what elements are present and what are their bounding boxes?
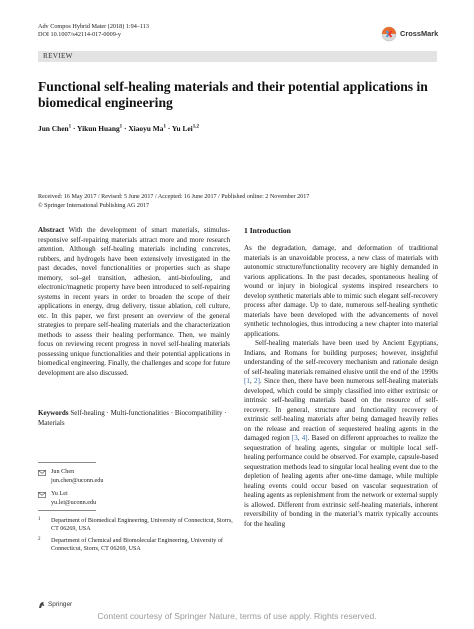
journal-citation: Adv Compos Hybrid Mater (2018) 1:94–113 (38, 23, 149, 30)
contact-name: Jun Chen (51, 468, 75, 475)
contact-email[interactable]: yu.lei@uconn.edu (51, 498, 97, 506)
text-run: . Since then, there have been numerous self-healing materials developed, which could be simply classified into either extrinsic or intrinsic self-healing materials based on the resource of self-recovery. In general, structure and functionality recovery of extrinsic self-healing materials after being damaged heavily relies on the release and reaction of sequestered healing agents in the damaged region (244, 377, 438, 443)
author-separator: · (165, 124, 172, 133)
courtesy-notice: Content courtesy of Springer Nature, terms of use apply. Rights reserved. (97, 611, 377, 621)
envelope-icon (38, 470, 46, 476)
section-type-bar (38, 51, 437, 62)
affiliation-text: Department of Chemical and Biomolecular Engineering, University of Connecticut, Storrs, CT 06269, USA (51, 538, 223, 553)
citation-link[interactable]: 2] (254, 377, 260, 386)
crossmark-label[interactable]: CrossMark (400, 29, 439, 38)
dates-line: Received: 16 May 2017 / Revised: 5 June 2017 / Accepted: 16 June 2017 / Published online: 2 November 2017 (38, 194, 310, 200)
springer-horse-icon (38, 601, 46, 609)
paragraph: Self-healing materials have been used by Ancient Egyptians, Indians, and Romans for building purposes; however, insightful understanding of the self-recovery mechanism and rationale design of self-healing materials remained elusive until the end of the 1990s [1, 2]. Since then, there have been numerous self-healing materials developed, which could be simply classified into either extrinsic or intrinsic self-healing materials based on the resource of self-recovery. In general, structure and functionality recovery of extrinsic self-healing materials after being damaged heavily relies on the release and reaction of sequestered healing agents in the damaged region [3, 4]. Based on different approaches to realize the sequestration of healing agents, singular or multiple local self-healing performance could be observed. For example, capsule-based sequestration methods lead to singular local healing event due to the depletion of healing agents after one-time damage, while multiple healing events could occur based on vascular sequestration of healing agents as replenishment from the network or external supply is allowed. Different from extrinsic self-healing materials, inherent reversibility of bonding in the material’s matrix typically accounts for the healing (244, 339, 438, 528)
contact-email[interactable]: jun.chen@uconn.edu (51, 476, 104, 484)
footnote-divider (38, 462, 96, 463)
copyright-line: © Springer International Publishing AG 2017 (38, 202, 150, 209)
article-title: Functional self-healing materials and their potential applications in biomedical engineering (38, 79, 428, 111)
publication-history (38, 193, 309, 210)
abstract (38, 226, 230, 378)
contact-entry (51, 490, 96, 507)
footnote-divider (38, 510, 96, 511)
section-type-label: REVIEW (43, 52, 73, 60)
author-affiliation-marker: 1 (163, 124, 166, 130)
paragraph: As the degradation, damage, and deformation of traditional materials is an unavoidable process, a new class of materials with autonomic structure/functionality recovery are highly demanded in various applications. In the past decades, spontaneous healing of wound or injury in biological systems inspired researchers to develop synthetic materials able to mimic such elegant self-recovery process after damage. Up to date, numerous self-healing synthetic materials have been developed with the advancements of novel synthetic technologies, thus introducing a new chapter into material applications. (244, 244, 438, 338)
author-name[interactable]: Jun Chen (38, 124, 69, 133)
author-list (38, 124, 199, 133)
author-name[interactable]: Yu Lei (171, 124, 193, 133)
author-separator: · (122, 124, 129, 133)
doi[interactable]: DOI 10.1007/s42114-017-0009-y (38, 31, 121, 39)
abstract-label: Abstract (38, 226, 65, 234)
author-separator: · (71, 124, 77, 133)
envelope-icon (38, 492, 46, 498)
author-name[interactable]: Yikun Huang (77, 124, 120, 133)
keywords (38, 409, 230, 429)
contact-name: Yu Lei (51, 490, 68, 497)
publisher-logo-text: Springer (48, 601, 73, 608)
citation-link[interactable]: [3 (291, 434, 298, 443)
journal-info (38, 23, 149, 40)
contact-entry (51, 468, 103, 485)
keywords-text: Self-healing · Multi-functionalities · Biocompatibility · Materials (38, 409, 227, 427)
citation-link[interactable]: 4] (301, 434, 308, 443)
author-affiliation-marker: 1,2 (192, 124, 199, 130)
affiliation-number: 2 (38, 537, 41, 542)
author-name[interactable]: Xiaoyu Ma (128, 124, 164, 133)
introduction-body (244, 244, 438, 529)
keywords-label: Keywords (38, 409, 69, 417)
text-run: . Based on different approaches to realize the sequestration of healing agents, singular or multiple local self-healing performance could be observed. For example, capsule-based sequestration methods lead to singular local healing event due to the depletion of healing agents after one-time damage, while multiple healing events could occur based on vascular sequestration of healing agents as replenishment from the network or external supply is allowed. Different from extrinsic self-healing materials, inherent reversibility of bonding in the material’s matrix typically accounts for the healing (244, 434, 438, 528)
abstract-text: With the development of smart materials, stimulus-responsive self-repairing materials attract more and more research attention. Although self-healing materials including concretes, rubbers, and hydrogels have been extensively investigated in the past decades, novel functionalities or properties such as shape memory, sol–gel transition, adhesion, anti-biofouling, and electronic/magnetic property have been introduced to self-repairing systems in recent years in order to broaden the scope of their applications in energy, drug delivery, tissue ablation, cell culture, etc. In this paper, we first present an overview of the general strategies to prepare self-healing materials and the characterization methods to assess their healing performance. Then, we mainly focus on reviewing recent progress in novel self-healing materials possessing unique functionalities and their potential applications in biomedical engineering. Finally, the challenges and scope for future development are also discussed. (38, 226, 230, 377)
text-run: Self-healing materials have been used by Ancient Egyptians, Indians, and Romans for building purposes; however, insightful understanding of the self-recovery mechanism and rationale design of self-healing materials remained elusive until the end of the 1990s (244, 339, 438, 376)
author-affiliation-marker: 1 (119, 124, 123, 130)
author-affiliation-marker: 1 (68, 124, 72, 130)
section-heading: 1 Introduction (244, 226, 291, 235)
citation-link[interactable]: [1 (244, 377, 250, 386)
affiliation-number: 1 (38, 517, 41, 522)
affiliation-text: Department of Biomedical Engineering, University of Connecticut, Storrs, CT 06269, USA (51, 518, 233, 533)
